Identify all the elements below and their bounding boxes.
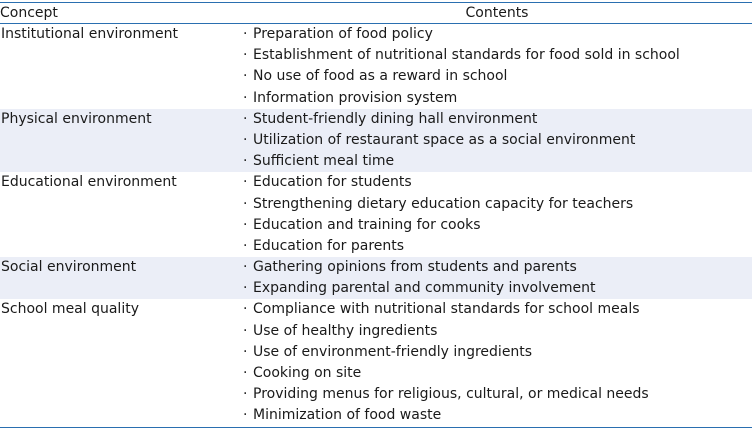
list-item [243, 172, 752, 193]
item-text: Providing menus for religious, cultural, or medical needs [253, 386, 649, 403]
list-item [243, 45, 752, 66]
table-row-group [0, 299, 752, 426]
header-contents: Contents [465, 5, 529, 21]
bullet-icon: · [243, 343, 248, 360]
concept-cell: School meal quality [1, 301, 139, 318]
contents-cell [243, 257, 752, 299]
bullet-icon: · [243, 386, 248, 403]
list-item [243, 66, 752, 87]
bullet-icon: · [243, 174, 248, 191]
bullet-icon: · [243, 153, 248, 170]
table-row-group [0, 109, 752, 173]
list-item [243, 299, 752, 320]
table-row-group [0, 257, 752, 299]
item-text: Expanding parental and community involvement [253, 280, 596, 297]
bullet-icon: · [243, 89, 248, 106]
contents-cell [243, 24, 752, 109]
list-item [243, 363, 752, 384]
bullet-icon: · [243, 365, 248, 381]
list-item [243, 88, 752, 109]
item-text: Sufficient meal time [253, 153, 395, 170]
table-header [0, 3, 752, 24]
list-item [243, 109, 752, 130]
contents-cell [243, 172, 752, 257]
item-text: Information provision system [253, 89, 458, 106]
list-item [243, 130, 752, 151]
item-text: Use of environment-friendly ingredients [253, 343, 533, 360]
bullet-icon: · [243, 259, 248, 276]
concept-cell: Institutional environment [1, 26, 178, 42]
table-row-group [0, 24, 752, 109]
bullet-icon: · [243, 195, 248, 212]
contents-cell [243, 109, 752, 173]
table-row-group [0, 172, 752, 257]
item-text: Gathering opinions from students and parents [253, 259, 577, 276]
bullet-icon: · [243, 280, 248, 297]
bullet-icon: · [243, 47, 248, 64]
list-item [243, 384, 752, 405]
item-text: Student-friendly dining hall environment [253, 110, 538, 127]
item-text: Education and training for cooks [253, 216, 481, 233]
concept-cell: Social environment [1, 259, 137, 276]
header-concept: Concept [0, 5, 58, 21]
bullet-icon: · [243, 322, 248, 339]
list-item [243, 257, 752, 278]
list-item [243, 24, 752, 45]
list-item [243, 215, 752, 236]
bullet-icon: · [243, 68, 248, 85]
concept-contents-table [0, 2, 752, 428]
item-text: Preparation of food policy [253, 26, 433, 42]
item-text: Minimization of food waste [253, 407, 442, 424]
bullet-icon: · [243, 216, 248, 233]
bullet-icon: · [243, 407, 248, 424]
contents-cell [243, 299, 752, 426]
item-text: Utilization of restaurant space as a social environment [253, 131, 636, 148]
item-text: Strengthening dietary education capacity for teachers [253, 195, 634, 212]
item-text: Education for students [253, 174, 412, 191]
item-text: Use of healthy ingredients [253, 322, 438, 339]
list-item [243, 151, 752, 172]
bullet-icon: · [243, 301, 248, 318]
list-item [243, 321, 752, 342]
bullet-icon: · [243, 26, 248, 42]
bullet-icon: · [243, 131, 248, 148]
item-text: Establishment of nutritional standards for food sold in school [253, 47, 680, 64]
list-item [243, 405, 752, 426]
list-item [243, 194, 752, 215]
list-item [243, 342, 752, 363]
item-text: Cooking on site [253, 365, 362, 381]
item-text: Compliance with nutritional standards for school meals [253, 301, 640, 318]
item-text: Education for parents [253, 237, 405, 254]
bullet-icon: · [243, 237, 248, 254]
list-item [243, 236, 752, 257]
item-text: No use of food as a reward in school [253, 68, 508, 85]
list-item [243, 278, 752, 299]
bullet-icon: · [243, 110, 248, 127]
concept-cell: Physical environment [1, 110, 152, 127]
concept-cell: Educational environment [1, 174, 177, 191]
